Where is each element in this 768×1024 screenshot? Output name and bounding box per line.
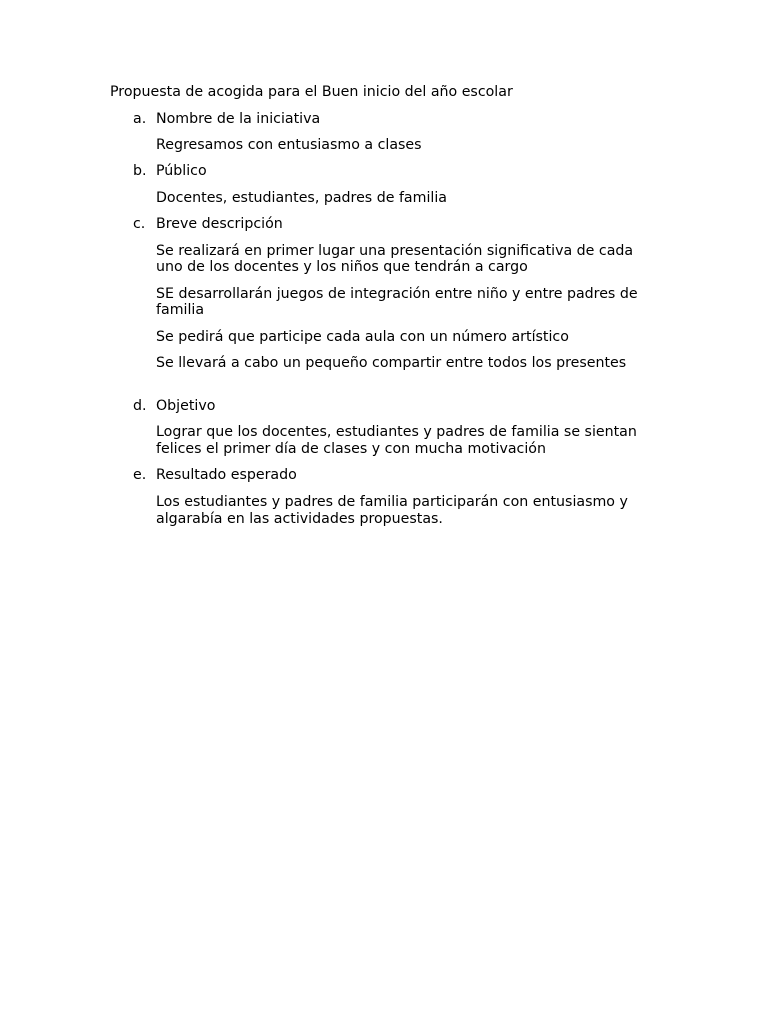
- section-paragraph: Lograr que los docentes, estudiantes y padres de familia se sientan felices el primer día de clases y con mucha motivación: [156, 424, 637, 458]
- section-paragraph: SE desarrollarán juegos de integración entre niño y entre padres de familia: [156, 285, 638, 319]
- section-item-description: [110, 216, 650, 372]
- section-paragraph: Se realizará en primer lugar una presentación significativa de cada uno de los docentes y los niños que tendrán a cargo: [156, 242, 634, 276]
- section-paragraph: Docentes, estudiantes, padres de familia: [156, 189, 447, 206]
- list-marker: c.: [133, 216, 146, 233]
- section-item-name: [110, 111, 650, 154]
- section-item-objective: [110, 398, 650, 458]
- section-heading: Público: [156, 163, 207, 180]
- document-title: Propuesta de acogida para el Buen inicio del año escolar: [110, 84, 513, 100]
- list-marker: a.: [133, 110, 147, 127]
- list-marker: e.: [133, 467, 147, 484]
- section-heading: Resultado esperado: [156, 467, 297, 484]
- section-heading: Nombre de la iniciativa: [156, 110, 321, 127]
- section-paragraph: Los estudiantes y padres de familia participarán con entusiasmo y algarabía en las actividades propuestas.: [156, 493, 628, 527]
- document-page: [110, 84, 650, 528]
- section-item-audience: [110, 163, 650, 206]
- section-item-expected-result: [110, 467, 650, 527]
- list-marker: b.: [133, 163, 147, 180]
- section-paragraph: Se pedirá que participe cada aula con un número artístico: [156, 328, 569, 345]
- section-heading: Breve descripción: [156, 216, 283, 233]
- list-marker: d.: [133, 397, 147, 414]
- section-paragraph: Regresamos con entusiasmo a clases: [156, 137, 422, 153]
- section-heading: Objetivo: [156, 397, 216, 414]
- section-list: [110, 111, 650, 528]
- section-paragraph: Se llevará a cabo un pequeño compartir entre todos los presentes: [156, 355, 627, 372]
